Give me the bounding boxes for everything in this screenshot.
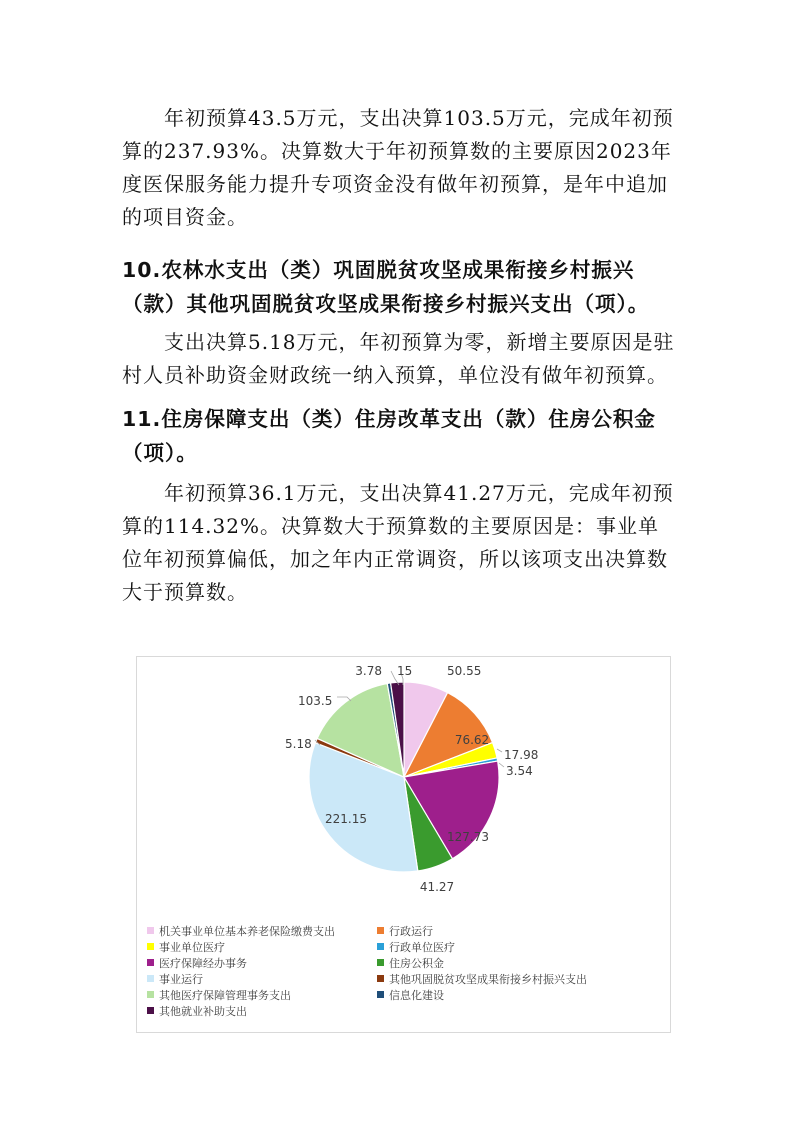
- pie-data-label: 50.55: [447, 664, 482, 678]
- legend-item: [147, 941, 225, 955]
- legend-item: [377, 973, 587, 987]
- legend-swatch: [147, 1007, 154, 1014]
- legend-label: 医疗保障经办事务: [159, 957, 247, 970]
- legend-label: 其他巩固脱贫攻坚成果衔接乡村振兴支出: [389, 973, 587, 986]
- legend-swatch: [377, 927, 384, 934]
- legend-label: 行政运行: [389, 925, 433, 938]
- legend-label: 其他医疗保障管理事务支出: [159, 989, 291, 1002]
- legend-swatch: [377, 959, 384, 966]
- legend-label: 信息化建设: [389, 989, 444, 1002]
- legend-item: [377, 957, 444, 971]
- paragraph-housing-fund: 年初预算36.1万元，支出决算41.27万元，完成年初预算的114.32%。决算数大于预算数的主要原因是：事业单位年初预算偏低，加之年内正常调资，所以该项支出决算数大于预算数。: [122, 481, 674, 604]
- legend-swatch: [377, 991, 384, 998]
- legend-item: [377, 925, 433, 939]
- pie-data-label: 3.78: [355, 664, 382, 678]
- label-leader-line: [499, 763, 504, 767]
- legend-item: [147, 957, 247, 971]
- legend-label: 事业运行: [159, 973, 203, 986]
- legend-item: [377, 941, 455, 955]
- section-heading-11: 11.住房保障支出（类）住房改革支出（款）住房公积金（项）。: [122, 407, 656, 465]
- paragraph-budget-medical: 年初预算43.5万元，支出决算103.5万元，完成年初预算的237.93%。决算数大于年初预算数的主要原因2023年度医保服务能力提升专项资金没有做年初预算，是年中追加的项目资金。: [122, 106, 674, 229]
- pie-data-label: 5.18: [285, 737, 312, 751]
- pie-data-label: 17.98: [504, 748, 539, 762]
- pie-data-label: 127.73: [447, 830, 489, 844]
- legend-item: [377, 989, 444, 1003]
- legend-swatch: [377, 943, 384, 950]
- pie-data-label: 15: [397, 664, 413, 678]
- legend-label: 住房公积金: [389, 957, 444, 970]
- legend-item: [147, 925, 335, 939]
- pie-data-label: 3.54: [506, 764, 533, 778]
- pie-data-label: 41.27: [419, 880, 455, 894]
- legend-swatch: [147, 927, 154, 934]
- legend-item: [147, 989, 291, 1003]
- pie-data-label: 221.15: [325, 812, 367, 826]
- pie-data-label: 76.62: [454, 733, 490, 747]
- pie-chart-svg: [137, 657, 670, 919]
- expenditure-pie-chart: [136, 656, 671, 1033]
- legend-label: 其他就业补助支出: [159, 1005, 247, 1018]
- legend-swatch: [147, 943, 154, 950]
- legend-label: 事业单位医疗: [159, 941, 225, 954]
- legend-swatch: [377, 975, 384, 982]
- legend-label: 机关事业单位基本养老保险缴费支出: [159, 925, 335, 938]
- legend-swatch: [147, 991, 154, 998]
- legend-swatch: [147, 975, 154, 982]
- label-leader-line: [497, 749, 502, 752]
- paragraph-poverty-alleviation: 支出决算5.18万元，年初预算为零，新增主要原因是驻村人员补助资金财政统一纳入预算，单位没有做年初预算。: [122, 330, 675, 387]
- legend-swatch: [147, 959, 154, 966]
- legend-label: 行政单位医疗: [389, 941, 455, 954]
- legend-item: [147, 973, 203, 987]
- legend-item: [147, 1005, 247, 1019]
- pie-data-label: 103.5: [298, 694, 333, 708]
- section-heading-10: 10.农林水支出（类）巩固脱贫攻坚成果衔接乡村振兴（款）其他巩固脱贫攻坚成果衔接乡村振兴支出（项）。: [122, 258, 650, 316]
